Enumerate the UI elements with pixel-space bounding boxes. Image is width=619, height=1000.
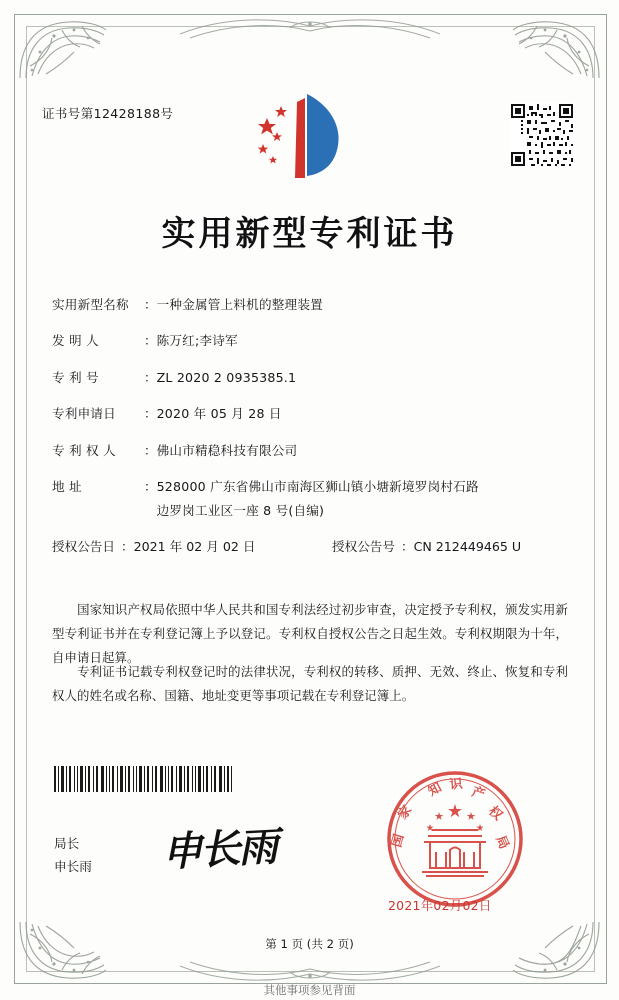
- seal-text-4: 权: [485, 803, 506, 824]
- certificate-number: 证书号第12428188号: [42, 106, 174, 121]
- grant-date-group: [52, 538, 332, 557]
- top-edge-flourish-icon: [180, 14, 440, 40]
- field-label: 地 址: [52, 478, 82, 494]
- cnipa-logo-icon: [245, 88, 365, 184]
- grant-number-label: 授权公告号: [332, 539, 395, 555]
- grant-date-colon: ：: [120, 539, 134, 555]
- barcode-icon: [52, 766, 234, 792]
- field-value: 一种金属管上料机的整理装置: [156, 297, 323, 312]
- certificate-fields: [52, 296, 572, 575]
- qr-code-icon: [509, 102, 575, 168]
- grant-number-group: [332, 538, 572, 557]
- field-value: 2020 年 05 月 28 日: [156, 406, 282, 422]
- field-row-address: [52, 478, 572, 521]
- corner-flourish-icon: [16, 16, 108, 82]
- field-colon: ：: [144, 297, 157, 312]
- page-number: 第 1 页 (共 2 页): [265, 937, 354, 951]
- director-title-label: 局长: [54, 836, 80, 851]
- field-value: 陈万红;李诗军: [156, 333, 238, 349]
- seal-text-5: 家: [395, 802, 416, 823]
- field-label: 专利申请日: [52, 406, 116, 422]
- grant-date-label: 授权公告日: [52, 539, 115, 555]
- legal-paragraph-1-text: 国家知识产权局依照中华人民共和国专利法经过初步审查，决定授予专利权，颁发实用新型专利证书并在专利登记簿上予以登记。专利权自授权公告之日起生效。专利权期限为十年，自申请日起算。: [52, 602, 568, 666]
- below-page-note: 其他事项参见背面: [263, 983, 356, 997]
- corner-flourish-icon: [511, 16, 603, 82]
- field-colon: ：: [144, 478, 157, 494]
- field-value: ZL 2020 2 0935385.1: [156, 369, 297, 385]
- grant-number-value: CN 212449465 U: [413, 539, 522, 555]
- seal-text-2: 识: [448, 776, 464, 793]
- seal-text-1: 知: [425, 780, 445, 800]
- field-value-line2: 边罗岗工业区一座 8 号(自编): [156, 502, 325, 518]
- field-value-line1: 528000 广东省佛山市南海区狮山镇小塘新境罗岗村石路: [156, 478, 479, 494]
- field-row-patentee: [52, 442, 572, 461]
- field-label: 发 明 人: [52, 333, 99, 349]
- seal-date: 2021年02月02日: [388, 898, 492, 913]
- field-colon: ：: [144, 406, 157, 422]
- field-label: 专 利 号: [52, 369, 99, 385]
- field-colon: ：: [144, 369, 157, 385]
- grant-number-colon: ：: [400, 539, 414, 555]
- seal-text-6: 局: [492, 833, 512, 852]
- field-value: 佛山市精稳科技有限公司: [156, 442, 298, 458]
- field-row-patent-number: [52, 369, 572, 388]
- director-handwritten-signature: 申长雨: [161, 823, 278, 876]
- page-title: 实用新型专利证书: [161, 214, 458, 254]
- signature-labels: [54, 832, 92, 879]
- grant-date-value: 2021 年 02 月 02 日: [133, 539, 256, 555]
- field-row-utility-model-name: [52, 296, 572, 315]
- seal-text-3: 产: [469, 784, 487, 803]
- seal-text-7: 国: [389, 832, 408, 850]
- legal-paragraph-2: [52, 660, 568, 708]
- field-colon: ：: [144, 442, 157, 458]
- field-colon: ：: [144, 333, 157, 349]
- field-label: 专 利 权 人: [52, 442, 116, 458]
- director-name-label: 申长雨: [54, 859, 92, 875]
- field-row-inventor: [52, 332, 572, 351]
- red-official-seal-icon: [384, 768, 526, 910]
- field-label: 实用新型名称: [52, 297, 129, 312]
- field-value: [157, 478, 572, 521]
- field-row-grant-announcement: [52, 538, 572, 557]
- field-row-application-date: [52, 405, 572, 424]
- legal-paragraph-2-text: 专利证书记载专利权登记时的法律状况，专利权的转移、质押、无效、终止、恢复和专利权人的姓名或名称、国籍、地址变更等事项记载在专利登记簿上。: [52, 664, 568, 704]
